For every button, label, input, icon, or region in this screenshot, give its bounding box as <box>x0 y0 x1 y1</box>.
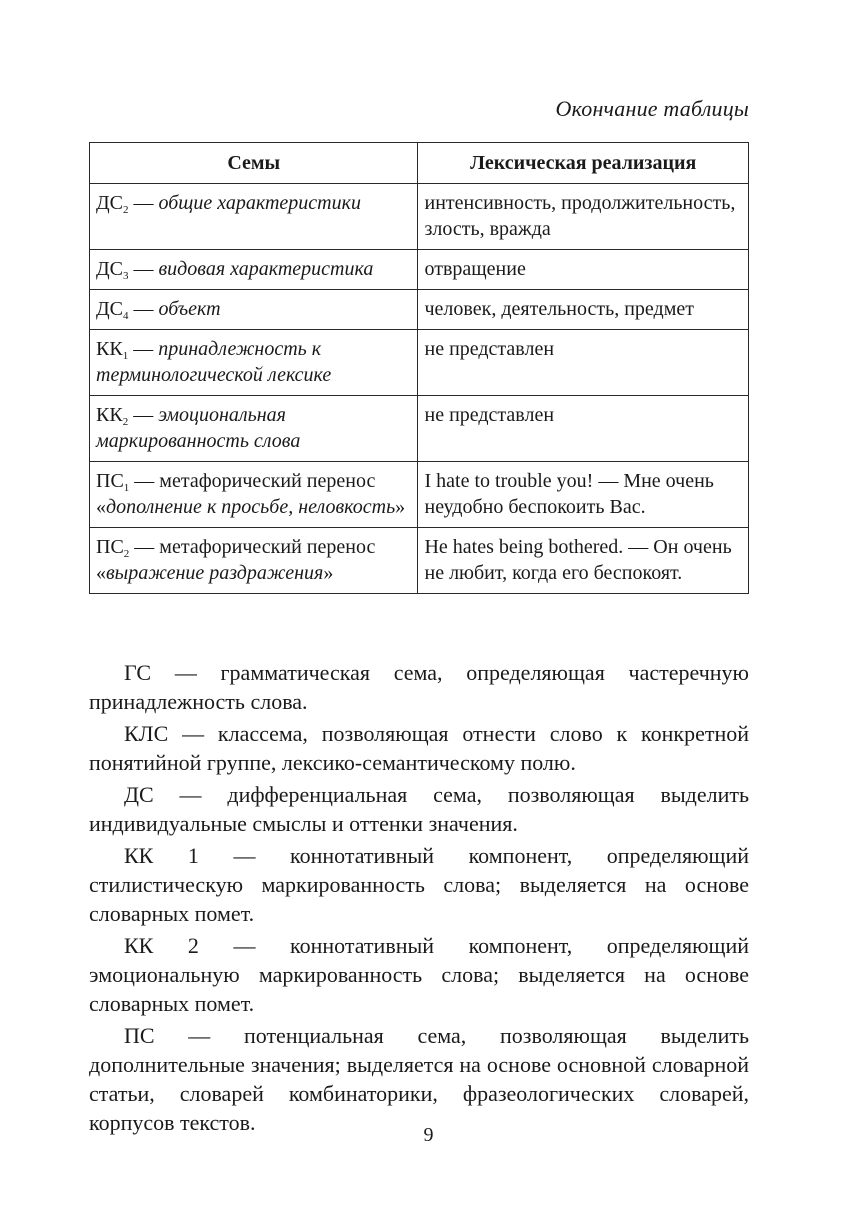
realization-cell: I hate to trouble you! — Мне очень неудобно беспокоить Вас. <box>418 462 749 528</box>
seme-cell: $ПС_2$ — метафорический перенос «выражение раздражения» <box>90 528 418 594</box>
seme-cell: $ДС_4$ — объект <box>90 290 418 330</box>
paragraph: ПС — потенциальная сема, позволяющая выделить дополнительные значения; выделяется на основе основной словарной статьи, словарей комбинаторики, фразеологических словарей, корпусов текстов. <box>89 1023 749 1135</box>
page-number: 9 <box>423 1124 434 1146</box>
paragraph: ДС — дифференциальная сема, позволяющая выделить индивидуальные смыслы и оттенки значения. <box>89 782 749 836</box>
seme-cell: $КК_1$ — принадлежность к терминологической лексике <box>90 330 418 396</box>
realization-cell: не представлен <box>418 330 749 396</box>
semes-table <box>89 142 749 594</box>
seme-cell: $ДС_2$ — общие характеристики <box>90 184 418 250</box>
realization-cell: человек, деятельность, предмет <box>418 290 749 330</box>
table-row <box>90 250 749 290</box>
paragraph: КЛС — классема, позволяющая отнести слово к конкретной понятийной группе, лексико-семантическому полю. <box>89 721 749 775</box>
table-continuation-caption: Окончание таблицы <box>555 96 749 121</box>
paragraph: ГС — грамматическая сема, определяющая частеречную принадлежность слова. <box>89 660 749 714</box>
table-row <box>90 396 749 462</box>
table-row <box>90 462 749 528</box>
realization-cell: He hates being bothered. — Он очень не любит, когда его беспокоят. <box>418 528 749 594</box>
paragraph: КК 2 — коннотативный компонент, определяющий эмоциональную маркированность слова; выделяется на основе словарных помет. <box>89 933 749 1016</box>
table-row <box>90 330 749 396</box>
column-header-realization: Лексическая реализация <box>418 143 749 184</box>
paragraph: КК 1 — коннотативный компонент, определяющий стилистическую маркированность слова; выделяется на основе словарных помет. <box>89 843 749 926</box>
table-row <box>90 528 749 594</box>
body-text <box>89 658 749 1140</box>
seme-cell: $ДС_3$ — видовая характеристика <box>90 250 418 290</box>
seme-cell: $ПС_1$ — метафорический перенос «дополнение к просьбе, неловкость» <box>90 462 418 528</box>
column-header-semes: Семы <box>90 143 418 184</box>
table-row <box>90 290 749 330</box>
table-row <box>90 184 749 250</box>
seme-cell: $КК_2$ — эмоциональная маркированность слова <box>90 396 418 462</box>
realization-cell: интенсивность, продолжительность, злость, вражда <box>418 184 749 250</box>
table-header-row <box>90 143 749 184</box>
realization-cell: не представлен <box>418 396 749 462</box>
realization-cell: отвращение <box>418 250 749 290</box>
